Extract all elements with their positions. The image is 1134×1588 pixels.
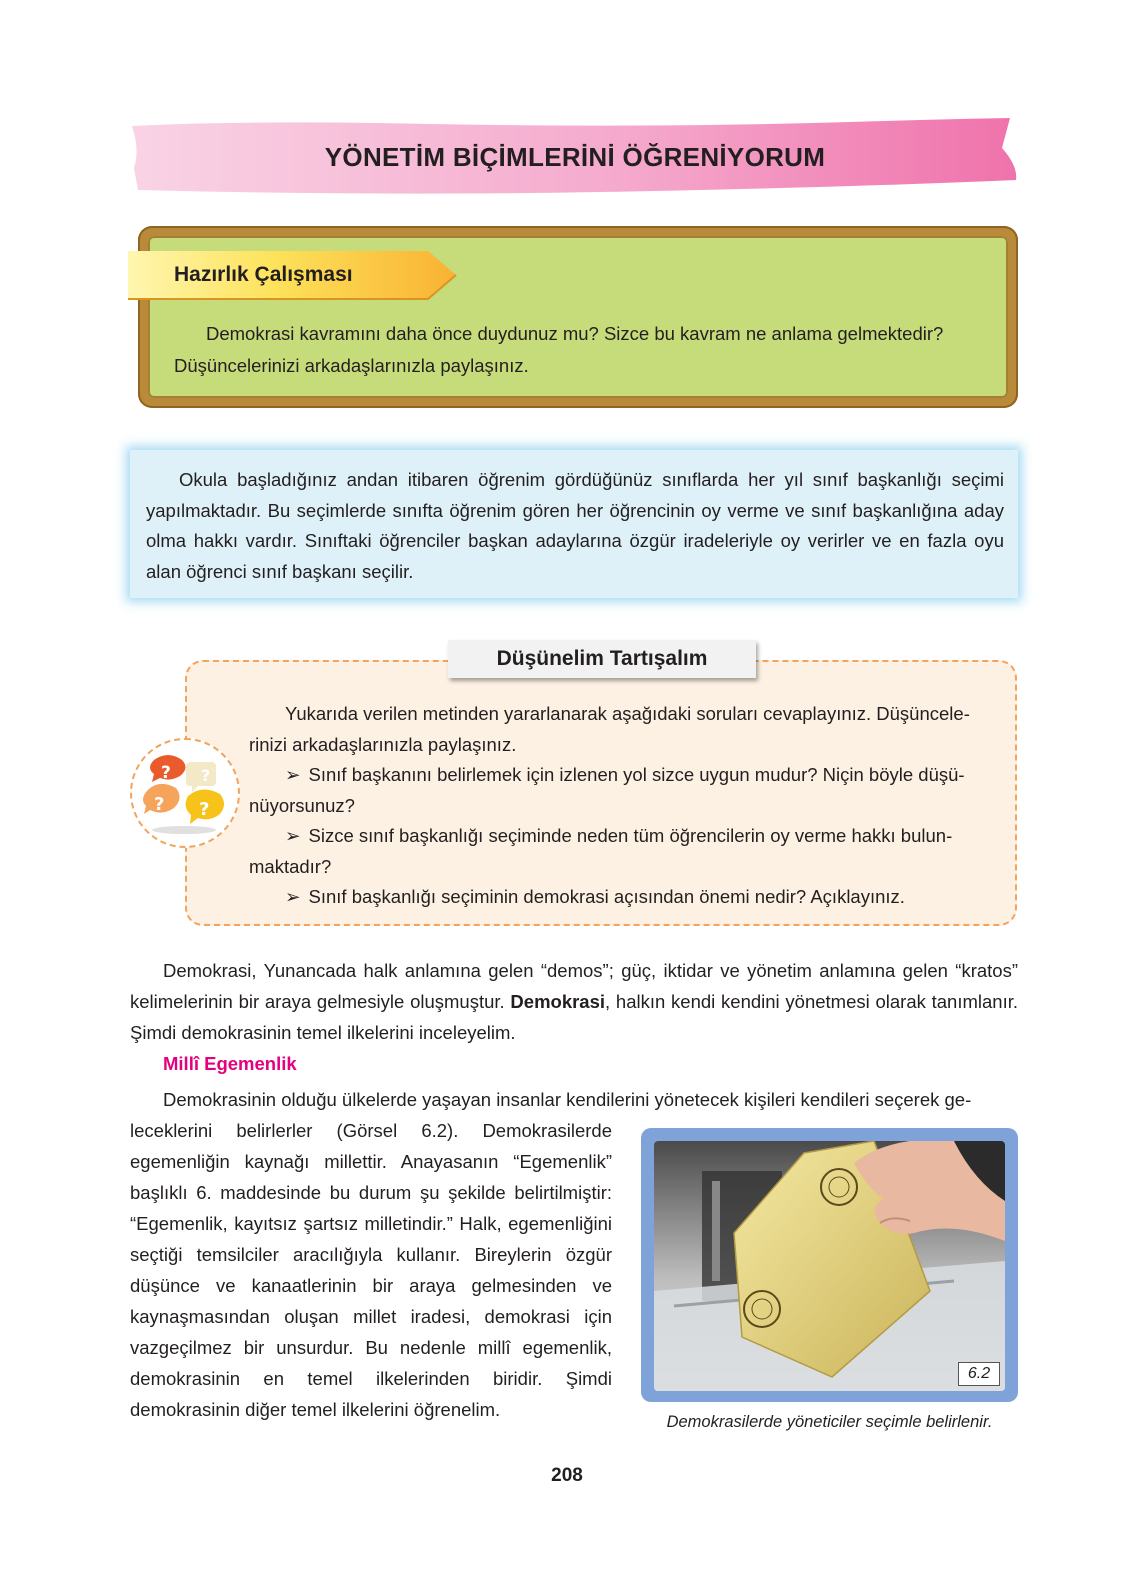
discussion-title: Düşünelim Tartışalım: [448, 640, 756, 678]
question-3-line1: Sınıf başkanlığı seçiminin demokrasi açısından önemi nedir? Açıklayınız.: [308, 886, 905, 907]
question-bubbles-svg: [132, 740, 238, 846]
question-2-line1: Sizce sınıf başkanlığı seçiminde neden tüm öğrencilerin oy verme hakkı bulun-: [308, 825, 953, 846]
sovereignty-paragraph: leceklerini belirlerler (Görsel 6.2). Demokrasilerde egemenliğin kaynağı millettir. Anayasanın “Egemenlik” başlıklı 6. maddesinde bu durum şu şekilde belirtilmiştir: “Egemenlik, kayıtsız şartsız milletindir.” Halk, egemenliğini seçtiği temsilciler aracılığıyla kullanır. Bireylerin özgür düşünce ve kanaatlerinin bir araya gelmesinden ve kaynaşmasından oluşan millet iradesi, demokrasi için vazgeçilmez bir unsurdur. Bu nedenle millî egemenlik, demokrasinin en temel ilkelerinden biridir. Şimdi demokrasinin diğer temel ilkelerini öğrenelim.: [130, 1120, 612, 1420]
preparation-tag-label: Hazırlık Çalışması: [174, 263, 353, 286]
democracy-text-after: , halkın kendi kendini yönetmesi olarak tanımlanır. Şimdi demokrasinin temel ilkelerini inceleyelim.: [130, 991, 1018, 1043]
question-2: [249, 821, 1009, 852]
question-3: [249, 882, 1009, 913]
section-heading-sovereignty: Millî Egemenlik: [163, 1053, 297, 1074]
question-mark-glyph: ?: [161, 763, 171, 783]
title-banner: [130, 118, 1020, 196]
info-text: [146, 465, 1004, 587]
democracy-bold-term: Demokrasi: [510, 991, 606, 1012]
discussion-intro-line2: rinizi arkadaşlarınızla paylaşınız.: [249, 733, 517, 755]
figure-caption: Demokrasilerde yöneticiler seçimle belirlenir.: [666, 1413, 993, 1431]
question-2-line2: maktadır?: [249, 855, 332, 877]
question-mark-glyph: ?: [154, 794, 165, 815]
figure-frame: [641, 1128, 1018, 1402]
question-1-line2: nüyorsunuz?: [249, 794, 355, 816]
figure-label: 6.2: [958, 1362, 1000, 1386]
discussion-intro-line1: Yukarıda verilen metinden yararlanarak aşağıdaki soruları cevaplayınız. Düşüncele-: [285, 703, 970, 724]
bullet-arrow-icon: ➢: [285, 825, 301, 846]
info-box: [130, 450, 1018, 598]
democracy-text-before: Demokrasi, Yunancada halk anlamına gelen “demos”; güç, iktidar ve yönetim anlamına gelen “kratos” kelimelerinin bir araya gelmesiyle oluşmuştur.: [130, 960, 1018, 1012]
page-number: 208: [551, 1465, 583, 1486]
sovereignty-first-line: Demokrasinin olduğu ülkelerde yaşayan insanlar kendilerini yönetecek kişileri kendileri seçerek ge-: [163, 1089, 972, 1110]
discussion-text: [249, 699, 1009, 913]
question-mark-glyph: ?: [201, 766, 211, 785]
ballot-box-illustration: [654, 1141, 1005, 1391]
preparation-tag: [128, 249, 458, 301]
bullet-arrow-icon: ➢: [285, 764, 301, 785]
question-1-line1: Sınıf başkanını belirlemek için izlenen yol sizce uygun mudur? Niçin böyle düşü-: [308, 764, 965, 785]
info-text-content: Okula başladığınız andan itibaren öğrenim gördüğünüz sınıflarda her yıl sınıf başkanlığı seçimi yapılmaktadır. Bu seçimlerde sınıfta öğrenim gören her öğrencinin oy verme ve sınıf başkanlığına aday olma hakkı vardır. Sınıftaki öğrenciler başkan adaylarına özgür iradeleriyle oy verirler ve en fazla oyu alan öğrenci sınıf başkanı seçilir.: [146, 469, 1004, 582]
bullet-arrow-icon: ➢: [285, 886, 301, 907]
question-mark-glyph: ?: [199, 799, 210, 820]
question-bubbles-icon: [130, 738, 240, 848]
question-1: [249, 760, 1009, 791]
preparation-text-line1: Demokrasi kavramını daha önce duydunuz mu? Sizce bu kavram ne anlama gelmektedir?: [206, 323, 944, 344]
democracy-paragraph: [130, 955, 1018, 1048]
ballot-photo: [654, 1141, 1005, 1391]
preparation-text-line2: Düşüncelerinizi arkadaşlarınızla paylaşınız.: [174, 355, 529, 376]
page-title: YÖNETİM BİÇİMLERİNİ ÖĞRENİYORUM: [324, 141, 826, 172]
